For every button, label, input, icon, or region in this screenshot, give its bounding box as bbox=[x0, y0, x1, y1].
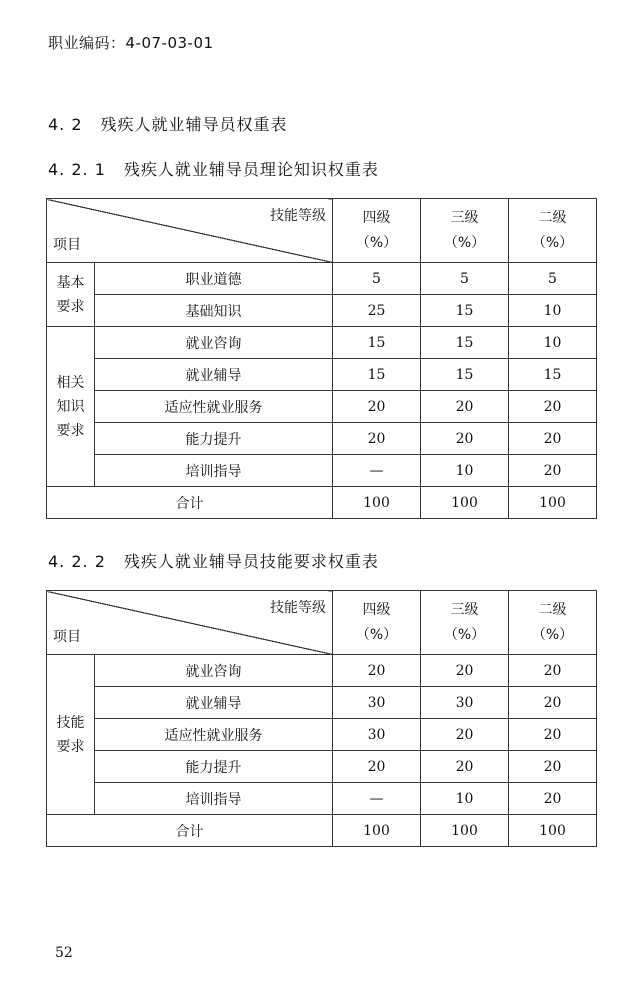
value-cell: 10 bbox=[509, 327, 597, 359]
item-cell: 就业辅导 bbox=[95, 359, 333, 391]
value-cell: 20 bbox=[509, 455, 597, 487]
header-row bbox=[47, 199, 597, 263]
section-heading bbox=[48, 112, 288, 135]
total-label: 合计 bbox=[47, 815, 333, 847]
group-label-text: 技能 要求 bbox=[56, 714, 85, 755]
value-cell: 20 bbox=[333, 391, 421, 423]
table-row bbox=[47, 327, 597, 359]
item-cell: 职业道德 bbox=[95, 263, 333, 295]
table-row bbox=[47, 719, 597, 751]
level-unit: （%） bbox=[531, 626, 574, 643]
table2-number: 4. 2. 2 bbox=[48, 552, 106, 571]
total-value: 100 bbox=[509, 487, 597, 519]
table1-heading bbox=[48, 157, 379, 180]
group-label bbox=[47, 327, 95, 487]
item-cell: 能力提升 bbox=[95, 751, 333, 783]
table1-number: 4. 2. 1 bbox=[48, 160, 106, 179]
table-row bbox=[47, 751, 597, 783]
table-row bbox=[47, 263, 597, 295]
value-cell: 10 bbox=[509, 295, 597, 327]
value-cell: 20 bbox=[421, 719, 509, 751]
table-row bbox=[47, 423, 597, 455]
theory-knowledge-weight-table bbox=[46, 198, 597, 519]
table1-title: 残疾人就业辅导员理论知识权重表 bbox=[123, 160, 379, 179]
total-value: 100 bbox=[421, 487, 509, 519]
value-cell: 20 bbox=[421, 391, 509, 423]
value-cell: 15 bbox=[333, 327, 421, 359]
header-row bbox=[47, 591, 597, 655]
value-cell: 15 bbox=[421, 327, 509, 359]
total-value: 100 bbox=[421, 815, 509, 847]
table-row bbox=[47, 359, 597, 391]
total-value: 100 bbox=[333, 487, 421, 519]
value-cell: — bbox=[333, 455, 421, 487]
group-label bbox=[47, 655, 95, 815]
item-cell: 就业咨询 bbox=[95, 655, 333, 687]
section-number: 4. 2 bbox=[48, 115, 83, 134]
value-cell: — bbox=[333, 783, 421, 815]
table-row bbox=[47, 455, 597, 487]
value-cell: 30 bbox=[333, 687, 421, 719]
corner-label-item: 项目 bbox=[53, 629, 81, 645]
item-cell: 适应性就业服务 bbox=[95, 391, 333, 423]
value-cell: 20 bbox=[509, 751, 597, 783]
level-header bbox=[421, 591, 509, 655]
level-name: 四级 bbox=[362, 601, 391, 618]
value-cell: 15 bbox=[509, 359, 597, 391]
level-name: 二级 bbox=[538, 601, 567, 618]
level-name: 三级 bbox=[450, 601, 479, 618]
table-row bbox=[47, 391, 597, 423]
table-row bbox=[47, 687, 597, 719]
corner-label-item: 项目 bbox=[53, 237, 81, 253]
total-row bbox=[47, 815, 597, 847]
table-row bbox=[47, 295, 597, 327]
total-row bbox=[47, 487, 597, 519]
value-cell: 20 bbox=[509, 783, 597, 815]
level-header bbox=[333, 199, 421, 263]
value-cell: 20 bbox=[509, 391, 597, 423]
value-cell: 20 bbox=[509, 719, 597, 751]
level-unit: （%） bbox=[355, 626, 398, 643]
value-cell: 5 bbox=[509, 263, 597, 295]
level-name: 四级 bbox=[362, 209, 391, 226]
item-cell: 适应性就业服务 bbox=[95, 719, 333, 751]
value-cell: 25 bbox=[333, 295, 421, 327]
value-cell: 20 bbox=[333, 655, 421, 687]
value-cell: 10 bbox=[421, 455, 509, 487]
value-cell: 20 bbox=[509, 655, 597, 687]
table2-title: 残疾人就业辅导员技能要求权重表 bbox=[123, 552, 379, 571]
item-cell: 就业辅导 bbox=[95, 687, 333, 719]
level-header bbox=[333, 591, 421, 655]
value-cell: 30 bbox=[333, 719, 421, 751]
corner-cell bbox=[47, 591, 333, 655]
value-cell: 10 bbox=[421, 783, 509, 815]
value-cell: 15 bbox=[333, 359, 421, 391]
item-cell: 基础知识 bbox=[95, 295, 333, 327]
group-label-text: 相关 知识 要求 bbox=[56, 374, 85, 439]
page-number: 52 bbox=[55, 945, 73, 961]
value-cell: 20 bbox=[509, 423, 597, 455]
value-cell: 5 bbox=[421, 263, 509, 295]
value-cell: 20 bbox=[333, 423, 421, 455]
item-cell: 培训指导 bbox=[95, 455, 333, 487]
corner-label-level: 技能等级 bbox=[270, 208, 326, 224]
item-cell: 能力提升 bbox=[95, 423, 333, 455]
level-header bbox=[421, 199, 509, 263]
value-cell: 20 bbox=[421, 423, 509, 455]
level-unit: （%） bbox=[355, 234, 398, 251]
value-cell: 20 bbox=[421, 751, 509, 783]
value-cell: 5 bbox=[333, 263, 421, 295]
occupation-code: 职业编码：4-07-03-01 bbox=[48, 34, 214, 52]
level-header bbox=[509, 591, 597, 655]
table-row bbox=[47, 655, 597, 687]
level-header bbox=[509, 199, 597, 263]
level-unit: （%） bbox=[531, 234, 574, 251]
level-name: 三级 bbox=[450, 209, 479, 226]
item-cell: 就业咨询 bbox=[95, 327, 333, 359]
corner-cell bbox=[47, 199, 333, 263]
value-cell: 20 bbox=[333, 751, 421, 783]
table2-heading bbox=[48, 549, 379, 572]
table-row bbox=[47, 783, 597, 815]
corner-label-level: 技能等级 bbox=[270, 600, 326, 616]
value-cell: 20 bbox=[509, 687, 597, 719]
value-cell: 15 bbox=[421, 359, 509, 391]
value-cell: 20 bbox=[421, 655, 509, 687]
section-title: 残疾人就业辅导员权重表 bbox=[100, 115, 288, 134]
total-value: 100 bbox=[509, 815, 597, 847]
group-label bbox=[47, 263, 95, 327]
total-label: 合计 bbox=[47, 487, 333, 519]
level-name: 二级 bbox=[538, 209, 567, 226]
level-unit: （%） bbox=[443, 626, 486, 643]
skill-requirement-weight-table bbox=[46, 590, 597, 847]
group-label-text: 基本 要求 bbox=[56, 274, 85, 315]
item-cell: 培训指导 bbox=[95, 783, 333, 815]
value-cell: 15 bbox=[421, 295, 509, 327]
level-unit: （%） bbox=[443, 234, 486, 251]
total-value: 100 bbox=[333, 815, 421, 847]
value-cell: 30 bbox=[421, 687, 509, 719]
